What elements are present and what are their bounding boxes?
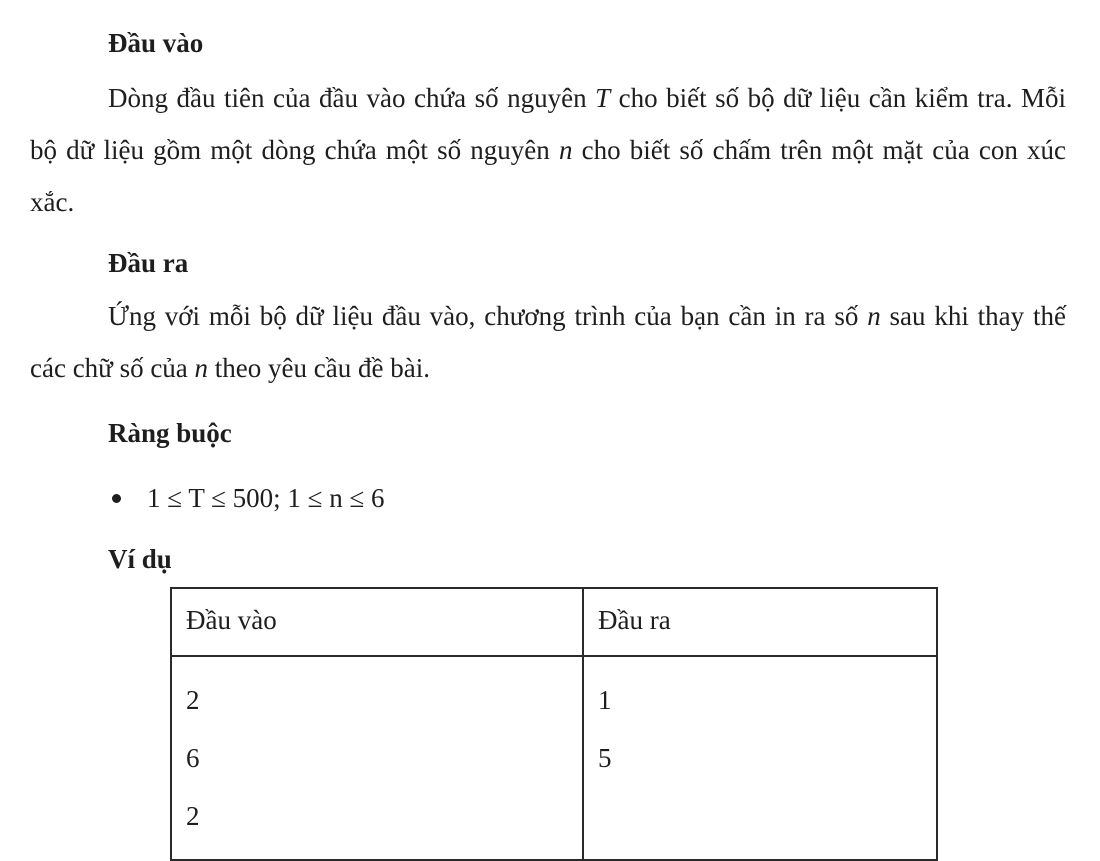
constraint-text: 1 ≤ T ≤ 500; 1 ≤ n ≤ 6	[147, 483, 385, 513]
table-header-row	[171, 588, 937, 656]
column-header-output: Đầu ra	[583, 588, 937, 656]
output-line: 5	[598, 743, 612, 773]
input-line: 6	[186, 743, 200, 773]
input-line: 2	[186, 685, 200, 715]
table-row	[171, 656, 937, 860]
input-line: 2	[186, 801, 200, 831]
output-line: 1	[598, 685, 612, 715]
variable-n: n	[558, 135, 573, 165]
output-description-text-2: sau khi thay thế các chữ số của	[30, 301, 1066, 383]
output-description-text-1: Ứng với mỗi bộ dữ liệu đầu vào, chương trình của bạn cần in ra số	[108, 301, 868, 331]
example-section-heading: Ví dụ	[108, 544, 172, 574]
input-section-description	[30, 72, 1066, 228]
column-header-input: Đầu vào	[171, 588, 583, 656]
output-cell	[583, 656, 937, 860]
variable-n: n	[867, 301, 881, 331]
constraints-section-heading: Ràng buộc	[108, 418, 232, 448]
variable-n: n	[194, 353, 209, 383]
input-cell	[171, 656, 583, 860]
output-section-heading: Đầu ra	[108, 248, 189, 278]
constraint-list-item	[112, 478, 385, 518]
input-description-text-1: Dòng đầu tiên của đầu vào chứa số nguyên	[108, 83, 596, 113]
bullet-icon	[112, 494, 121, 503]
example-table	[170, 587, 938, 861]
input-section-heading: Đầu vào	[108, 28, 204, 58]
input-description-text-2: cho biết số bộ dữ liệu cần kiểm tra. Mỗi bộ dữ liệu gồm một dòng chứa một số nguyên	[30, 83, 1067, 165]
output-description-text-3: theo yêu cầu đề bài.	[208, 353, 430, 383]
input-description-text-3: cho biết số chấm trên một mặt của con xúc xắc.	[30, 135, 1066, 217]
output-section-description	[30, 290, 1066, 394]
variable-t: T	[595, 83, 611, 113]
